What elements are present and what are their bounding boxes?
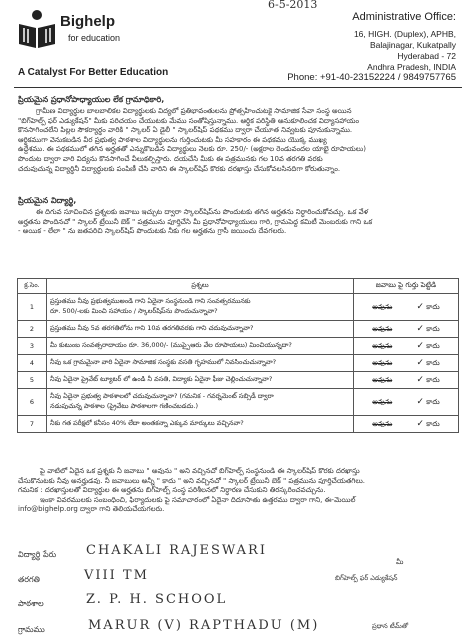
table-row <box>18 416 459 433</box>
row-answer[interactable] <box>354 338 459 355</box>
row-answer[interactable] <box>354 372 459 389</box>
table-row <box>18 389 459 416</box>
table-row <box>18 372 459 389</box>
row-question <box>47 416 354 433</box>
para1 <box>18 107 462 174</box>
answer-yes-struck: అవును <box>372 419 393 428</box>
row-question <box>47 321 354 338</box>
col-header-answer: జవాబు పై గుర్తు పెట్టిడి <box>354 279 459 294</box>
row-answer[interactable] <box>354 294 459 321</box>
row-answer[interactable] <box>354 389 459 416</box>
row-number: 7 <box>18 416 47 433</box>
footer-line: info@bighelp.org ద్వారా గాని తెలియచేయగలరు. <box>18 505 165 514</box>
field-class[interactable]: VIII TM <box>84 568 149 583</box>
label-school: పాఠశాల <box>18 599 44 608</box>
para2 <box>18 208 462 237</box>
field-village[interactable]: MARUR (V) RAPTHADU (M) <box>88 618 320 633</box>
para2-line: - అయిక - లేలా " ను జతపరిచి స్కాలర్‌షిప్ పొందుటకు నీకు గల అర్హతను గ్రాసీ జయించు దేవగలరు. <box>18 227 287 236</box>
phone: Phone: +91-40-23152224 / 9849757765 <box>287 72 456 83</box>
question-line: నీకు గత పరీక్షలో కనీసం 40% లేదా అంతకన్నా ఎక్కువ మార్కులు వచ్చినవా? <box>50 419 244 427</box>
field-student-name[interactable]: CHAKALI RAJESWARI <box>86 543 267 558</box>
address-line-1: 16, HIGH. (Duplex), APHB, <box>353 29 456 39</box>
question-line: ప్రస్తుతము నీవు 5వ తరగతిలోను గాని 10వ తరగతివరకు గాని చదువుచున్నావా? <box>50 324 254 332</box>
para1-line: పొందుట ద్వారా వారి విద్యను కొనసాగించే వీలుకల్పిస్తారు. దయచేసి మీకు ఈ పత్రమునకు గల 10వ తరగతి వరకు <box>18 154 323 163</box>
row-number: 1 <box>18 294 47 321</box>
label-village: గ్రామము <box>18 625 45 634</box>
table-row <box>18 294 459 321</box>
check-mark-icon: ✓ <box>416 357 425 368</box>
row-question <box>47 372 354 389</box>
answer-no: కాదు <box>426 358 440 367</box>
check-mark-icon: ✓ <box>416 301 425 312</box>
question-line: నీవు ఒక గ్రామమైనా వారి ఏదైనా సామాజిక సంస్థకు వసతి గృహములో నివసించుచున్నావా? <box>50 358 277 366</box>
closing-team: ప్రధాన టీమ్‌తో <box>372 622 409 630</box>
table-header-row <box>18 279 459 294</box>
answer-yes-struck: అవును <box>372 324 393 333</box>
para1-line: ఉద్దేశము. ఈ పథకములో తగిన అర్హతతో ఎన్నుకొబడిన విద్యార్థులు నెలకు రూ. 250/- (అక్షరాల రెండువందల యాభై రూపాయలు) <box>18 145 366 154</box>
label-student-name: విద్యార్థి పేరు <box>18 550 57 559</box>
row-number: 4 <box>18 355 47 372</box>
col-header-number: క్ర.సెం. <box>18 279 47 294</box>
tagline: A Catalyst For Better Education <box>18 67 169 78</box>
table-row <box>18 321 459 338</box>
para1-line: "బిగ్‌హెల్ప్ ఫర్ ఎడ్యుకేషన్" మీకు పరిచయం చేయుటకు మేము సంతోషిస్తున్నాము. ఆర్థిక పరిస్థితి అనుకూలించక విద్యాసహాయం <box>18 116 360 125</box>
row-number: 5 <box>18 372 47 389</box>
address-line-3: Hyderabad - 72 <box>397 51 456 61</box>
row-answer[interactable] <box>354 321 459 338</box>
answer-yes-struck: అవును <box>372 397 393 406</box>
bighelp-logo-icon <box>16 8 58 52</box>
answer-no: కాదు <box>426 375 440 384</box>
para1-line: ఆర్థికముగా వెనుకబడిన వీర ప్రభుత్వ పాఠశాల విద్యార్థులను గుర్తించుటకు మీ సహకారం ఈ పథకము యొక్క ముఖ్య <box>18 135 327 144</box>
answer-no: కాదు <box>426 302 440 311</box>
row-answer[interactable] <box>354 355 459 372</box>
table-row <box>18 355 459 372</box>
check-mark-icon: ✓ <box>416 340 425 351</box>
logo-name: Bighelp <box>60 13 115 30</box>
answer-yes-struck: అవును <box>372 302 393 311</box>
row-number: 6 <box>18 389 47 416</box>
eligibility-table <box>17 278 459 433</box>
answer-yes-struck: అవును <box>372 341 393 350</box>
row-question <box>47 338 354 355</box>
logo-subtitle: for education <box>68 33 121 43</box>
row-number: 2 <box>18 321 47 338</box>
para1-line: కొనసాగించలేని పిల్లల సౌకర్యార్థం వారికి " స్కాలర్ ఏ డైలీ " స్కాలర్‌షిప్ పథకము ద్వారా చేయూత నివ్వటకు పూనుకున్నాము. <box>18 126 353 135</box>
para2-line: ఈ దిగువ సూచించిన ప్రశ్నలకు జవాబు ఇచ్చుట ద్వారా స్కాలర్‌షిప్‌ను పొందుటకు తగిన అర్హతను నిర్ధారించుకోవచ్చు. ఒక వేళ <box>36 208 369 216</box>
header-divider <box>14 87 462 88</box>
row-number: 3 <box>18 338 47 355</box>
answer-no: కాదు <box>426 324 440 333</box>
handwritten-date: 6-5-2013 <box>268 0 318 11</box>
label-class: తరగతి <box>18 575 40 584</box>
closing-org: బిగ్‌హెల్ప్ ఫర్ ఎడ్యుకేషన్ <box>335 574 398 582</box>
para1-line: గ్రామీణ విద్యార్థుల బాలబాలికల విద్యార్థులకు విద్యలో ప్రతిభావంతులను ప్రోత్సహించుటకై సామాజిక సేవా సంస్థ అయిన <box>36 107 352 115</box>
question-line: నీవు ఏదైనా ప్రైవేట్ ట్యూటర్ లో ఉండి నీ వసతి, విద్యాకు ఏదైనా ఫీజు చెల్లించుచున్నావా? <box>50 375 273 383</box>
row-question <box>47 294 354 321</box>
check-mark-icon: ✓ <box>416 323 425 334</box>
row-question <box>47 389 354 416</box>
answer-yes-struck: అవును <box>372 358 393 367</box>
question-line: ప్రస్తుతము నీవు ప్రభుత్వముఅండి గాని ఏదైనా సంస్థనుండి గాని సంవత్సరమునకు <box>50 297 251 305</box>
check-mark-icon: ✓ <box>416 396 425 407</box>
question-line: నడుపుచున్న పాఠశాల (ప్రైవేటు పాఠశాలగా గణించబడదు.) <box>50 402 199 410</box>
footer-line: పై వాటిలో ఏదైన ఒక ప్రశ్నకు నీ జవాబు " అవును " అని వచ్చినచో బిగ్‌హెల్ప్ సంస్థనుండి ఈ స్కాలర్‌షిప్ కొరకు దరఖాస్తు <box>40 467 360 475</box>
closing-yours: మీ <box>396 558 404 566</box>
salutation-headmaster: ప్రియమైన ప్రధానోపాధ్యాయుల లేక గ్రామాధికారి, <box>18 95 165 104</box>
para2-line: అర్హతను పొందినచో " స్కాలర్ ట్రేయినీ బెక్ " పత్రమును పూర్తిచేసి మీ ప్రధానోపాధ్యాయులు గారి, గ్రామపెద్ద కమిటీ మెంబరుకు గాని ఒక <box>18 217 373 226</box>
check-mark-icon: ✓ <box>416 418 425 429</box>
question-line: మీ కుటుంబ సంవత్సరాదాయం రూ. 36,000/- (ముప్పైఆరు వేల రూపాయలు) మించియున్నదా? <box>50 341 292 349</box>
col-header-questions: ప్రశ్నలు <box>47 279 354 294</box>
address-line-4: Andhra Pradesh, INDIA <box>367 62 456 72</box>
para1-line: చదువుచున్న విద్యార్థినీ విద్యార్థులకు పంపిణీ చేసి వారిని ఈ స్కాలర్‌షిప్ కొరకు దరఖాస్తు చేసుకోవలసినదిగా కోరుతున్నాం. <box>18 164 341 173</box>
check-mark-icon: ✓ <box>416 374 425 385</box>
footer-notes <box>18 467 462 515</box>
question-line: రూ. 500/-లకు మించి సహాయం / స్కాలర్‌షిప్‌ను పొందుచున్నావా? <box>50 307 218 315</box>
salutation-student: ప్రియమైన విద్యార్థి, <box>18 196 77 205</box>
footer-line: ఇంకా వివరములకు సంబంధించి, ఫిర్యాదులకు పై సమాచారంలో ఏదైనా దిదూసాతు ఉత్తరము ద్వారా గాని, ఈ-మెయిల్ <box>40 495 356 504</box>
answer-yes-struck: అవును <box>372 375 393 384</box>
address-line-2: Balajinagar, Kukatpally <box>369 40 456 50</box>
field-school[interactable]: Z. P. H. SCHOOL <box>86 592 228 607</box>
table-row <box>18 338 459 355</box>
answer-no: కాదు <box>426 397 440 406</box>
office-title: Administrative Office: <box>352 11 456 23</box>
row-question <box>47 355 354 372</box>
footer-line: చేసుకొనుటకు నీవు అనర్హుడవు. నీ జవాబులు అన్నీ " కాదు " అని వచ్చినచో " స్కాలర్ ట్రేయినీ బెక్ " పత్రమును పూర్తిచేయతగిలు. <box>18 476 365 485</box>
question-line: నీవు ఏదైనా ప్రభుత్వ పాఠశాలలో చదువుచున్నావా? (గమనిక - గవర్నమెంట్ సబ్సిడీ ద్వారా <box>50 392 274 400</box>
answer-no: కాదు <box>426 341 440 350</box>
footer-line: గమనిక : దరఖాస్తులతో విద్యార్థుల ఈ అర్హతను బిగ్‌హెల్ప్ సంస్థ పరిశీలనలో నిర్ధారణ చేసుకుని తిరస్కరించవచ్చును. <box>18 486 326 495</box>
answer-no: కాదు <box>426 419 440 428</box>
row-answer[interactable] <box>354 416 459 433</box>
